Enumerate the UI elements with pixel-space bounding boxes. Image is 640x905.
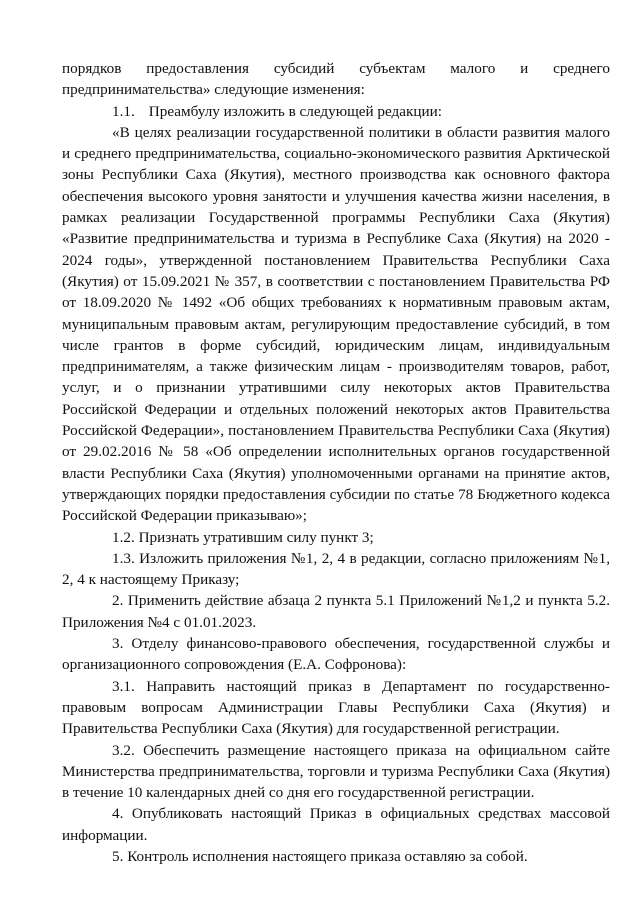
paragraph-item-1-2: 1.2. Признать утратившим силу пункт 3; <box>112 528 374 546</box>
paragraph-item-1-3: 1.3. Изложить приложения №1, 2, 4 в редакции, согласно приложениям №1, 2, 4 к настоящему Приказу; <box>62 549 610 589</box>
paragraph-preamble-quote: «В целях реализации государственной политики в области развития малого и среднего предпринимательства, социально-экономического развития Арктической зоны Республики Саха (Якутия), местного производства как основного фактора обеспечения высокого уровня занятости и улучшения качества жизни населения, в рамках реализации Государственной программы Республики Саха (Якутия) «Развитие предпринимательства и туризма в Республике Саха (Якутия) на 2020 - 2024 годы», утвержденной постановлением Правительства Республики Саха (Якутия) от 15.09.2021 № 357, в соответствии с постановлением Правительства РФ от 18.09.2020 № 1492 «Об общих требованиях к нормативным правовым актам, муниципальным правовым актам, регулирующим предоставление субсидий, в том числе грантов в форме субсидий, юридическим лицам, индивидуальным предпринимателям, а также физическим лицам - производителям товаров, работ, услуг, и о признании утратившими силу некоторых актов Правительства Российской Федерации и отдельных положений некоторых актов Правительства Российской Федерации», постановлением Правительства Республики Саха (Якутия) от 29.02.2016 № 58 «Об определении исполнительных органов государственной власти Республики Саха (Якутия) уполномоченными органами на принятие актов, утверждающих порядки предоставления субсидии по статье 78 Бюджетного кодекса Российской Федерации приказываю»; <box>62 123 610 525</box>
paragraph-item-4: 4. Опубликовать настоящий Приказ в официальных средствах массовой информации. <box>62 805 610 844</box>
paragraph-intro-continuation: порядков предоставления субсидий субъектам малого и среднего предпринимательства» следующие изменения: <box>62 60 610 99</box>
item-number: 1.1. <box>112 102 135 120</box>
paragraph-item-2: 2. Применить действие абзаца 2 пункта 5.1 Приложений №1,2 и пункта 5.2. Приложения №4 с 01.01.2023. <box>62 592 610 631</box>
paragraph-item-3-1: 3.1. Направить настоящий приказ в Департамент по государственно-правовым вопросам Администрации Главы Республики Саха (Якутия) и Правительства Республики Саха (Якутия) для государственной регистрации. <box>62 677 610 738</box>
paragraph-item-3-2: 3.2. Обеспечить размещение настоящего приказа на официальном сайте Министерства предпринимательства, торговли и туризма Республики Саха (Якутия) в течение 10 календарных дней со дня его государственной регистрации. <box>62 741 610 802</box>
paragraph-item-3: 3. Отделу финансово-правового обеспечения, государственной службы и организационного сопровождения (Е.А. Софронова): <box>62 635 610 674</box>
item-text: Преамбулу изложить в следующей редакции: <box>148 102 443 120</box>
paragraph-item-1-1 <box>62 101 610 122</box>
document-page <box>62 58 610 867</box>
paragraph-item-5: 5. Контроль исполнения настоящего приказа оставляю за собой. <box>112 847 528 865</box>
